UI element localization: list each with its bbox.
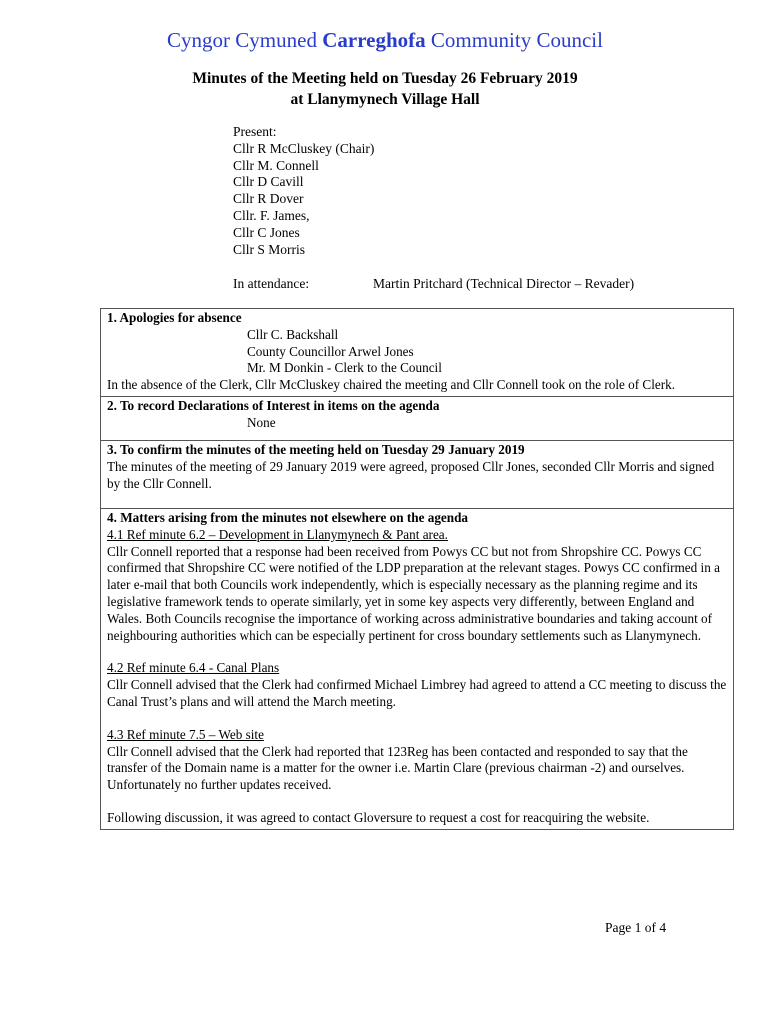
section-cell	[101, 508, 734, 829]
attendance-value: Martin Pritchard (Technical Director – Revader)	[373, 276, 635, 291]
section-title: 3. To confirm the minutes of the meeting held on Tuesday 29 January 2019	[107, 441, 525, 457]
section-cell	[101, 396, 734, 440]
spacer	[107, 711, 727, 727]
page-number: Page 1 of 4	[605, 920, 667, 935]
present-label: Present:	[233, 124, 277, 139]
section-text: In the absence of the Clerk, Cllr McCluskey chaired the meeting and Cllr Connell took on the role of Clerk.	[107, 377, 676, 393]
meeting-date-line: Minutes of the Meeting held on Tuesday 26 February 2019	[192, 70, 578, 87]
section-declarations	[101, 396, 734, 440]
council-title-welsh: Cyngor Cymuned	[167, 28, 323, 52]
section-text: None	[247, 414, 276, 430]
section-apologies	[101, 309, 734, 397]
section-confirm-minutes	[101, 440, 734, 508]
minutes-table	[100, 308, 734, 830]
present-member: Cllr R Dover	[233, 191, 304, 207]
present-member: Cllr. F. James,	[233, 207, 310, 223]
present-member: Cllr S Morris	[233, 241, 306, 257]
present-member: Cllr R McCluskey (Chair)	[233, 140, 375, 156]
section-text: Cllr Connell advised that the Clerk had reported that 123Reg has been contacted and responded to say that the transfer of the Domain name is a matter for the owner i.e. Martin Clare (previous chairman -2) and ourselves. Unfortunately no further updates received.	[107, 743, 688, 793]
section-text: Following discussion, it was agreed to contact Gloversure to request a cost for reacquiring the website.	[107, 809, 650, 825]
present-member: Cllr C Jones	[233, 224, 300, 240]
section-cell	[101, 309, 734, 397]
section-cell	[101, 440, 734, 508]
subsection-title: 4.2 Ref minute 6.4 - Canal Plans	[107, 660, 280, 676]
section-title: 2. To record Declarations of Interest in items on the agenda	[107, 397, 440, 413]
section-text: Cllr Connell advised that the Clerk had confirmed Michael Limbrey had agreed to attend a CC meeting to discuss the Canal Trust’s plans and will attend the March meeting.	[107, 677, 727, 709]
present-list	[233, 124, 374, 258]
subsection-title: 4.3 Ref minute 7.5 – Web site	[107, 726, 264, 742]
council-title	[0, 28, 770, 53]
council-title-english: Community Council	[425, 28, 603, 52]
meeting-heading	[0, 68, 770, 110]
present-member: Cllr M. Connell	[233, 157, 319, 173]
section-title: 4. Matters arising from the minutes not elsewhere on the agenda	[107, 509, 469, 525]
apology-item: Cllr C. Backshall	[247, 326, 339, 342]
section-matters-arising	[101, 508, 734, 829]
attendance-row	[233, 276, 713, 294]
council-title-name: Carreghofa	[322, 28, 426, 52]
present-member: Cllr D Cavill	[233, 174, 304, 190]
attendance-label: In attendance:	[233, 276, 310, 291]
section-text: Cllr Connell reported that a response had been received from Powys CC but not from Shropshire CC. Powys CC confirmed that Shropshire CC were notified of the LDP preparation at the relevant stages. Powys CC confirmed in a later e-mail that both Councils work independently, which is especially necessary as the planning regime and its legislative framework tends to operate similarly, yet in some key aspects very differently, between England and Wales. Both Councils recognise the importance of working across administrative boundaries and taking account of neighbouring authorities which can be especially pertinent for cross boundary settlements such as Llanymynech.	[107, 543, 720, 643]
subsection-title: 4.1 Ref minute 6.2 – Development in Llanymynech & Pant area.	[107, 526, 448, 542]
section-text: The minutes of the meeting of 29 January 2019 were agreed, proposed Cllr Jones, seconded Cllr Morris and signed by the Cllr Connell.	[107, 458, 715, 491]
section-title: 1. Apologies for absence	[107, 310, 242, 325]
spacer	[107, 794, 727, 810]
apology-item: County Councillor Arwel Jones	[247, 343, 414, 359]
meeting-venue-line: at Llanymynech Village Hall	[290, 91, 480, 108]
spacer	[107, 644, 727, 660]
apology-item: Mr. M Donkin - Clerk to the Council	[247, 360, 442, 376]
